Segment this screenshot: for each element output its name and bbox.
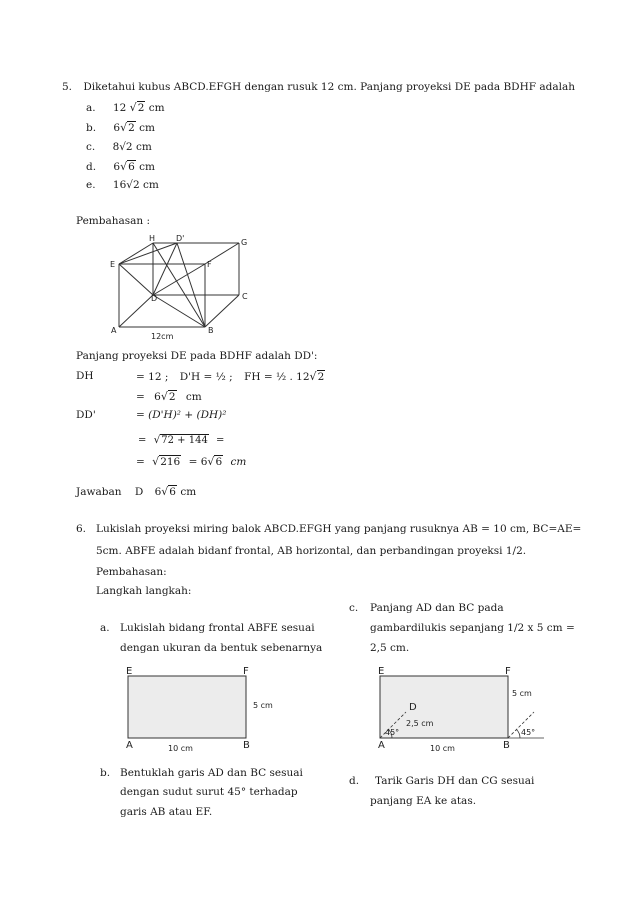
- label-edge: 12cm: [151, 332, 174, 341]
- label-G: G: [241, 238, 248, 247]
- sqrt-expression: √ 216: [152, 455, 181, 468]
- step-a-letter: a.: [100, 622, 110, 634]
- option-coef: 12: [112, 102, 127, 114]
- option-unit: cm: [148, 102, 165, 114]
- coef: 6: [154, 391, 161, 403]
- option-coef: 6: [113, 161, 121, 173]
- frontal-rect: [380, 676, 508, 738]
- q6-number: 6.: [76, 523, 87, 535]
- angle-label-A: 45°: [385, 728, 400, 737]
- label-Dprime: D': [176, 234, 185, 243]
- equals-sign: =: [136, 456, 145, 468]
- diag-label: 2,5 cm: [406, 719, 434, 728]
- sqrt-radicand: 216: [160, 456, 181, 468]
- step-b-letter: b.: [100, 767, 111, 779]
- q5-number: 5.: [62, 81, 73, 93]
- answer-label: Jawaban: [76, 486, 122, 498]
- sqrt-radicand: 2: [317, 371, 325, 383]
- label-D: D: [151, 294, 158, 303]
- label-D: D: [409, 702, 417, 713]
- q6-line-2: 5cm. ABFE adalah bidanf frontal, AB horizontal, dan perbandingan proyeksi 1/2.: [96, 545, 527, 557]
- step-b-line-2: dengan sudut surut 45° terhadap: [120, 786, 298, 798]
- q5-option-e: [86, 179, 159, 191]
- answer-letter: D: [134, 486, 144, 498]
- option-unit: cm: [139, 122, 155, 134]
- line-DE: [119, 264, 153, 295]
- sqrt-radicand: 6: [215, 456, 223, 468]
- sqrt-expression: √ 72 + 144: [153, 434, 208, 446]
- label-A: A: [126, 740, 133, 751]
- sqrt-radicand: 2: [168, 391, 176, 403]
- coef: = 6: [188, 456, 208, 468]
- label-E: E: [378, 666, 385, 677]
- angle-arc-B: [517, 730, 521, 739]
- width-label: 10 cm: [430, 744, 455, 753]
- coef: 6: [154, 486, 162, 498]
- step-c-line-2: gambardilukis sepanjang 1/2 x 5 cm =: [370, 622, 575, 634]
- equals-sign: =: [138, 435, 147, 446]
- sqrt-expression: √ 6: [207, 455, 223, 468]
- label-H: H: [149, 234, 156, 243]
- q5-option-a: [86, 101, 165, 114]
- unit: cm: [185, 391, 202, 403]
- q5-pembahasan-label: Pembahasan :: [76, 215, 151, 227]
- label-E: E: [110, 260, 116, 269]
- equals-sign: =: [216, 435, 225, 446]
- option-letter: a.: [86, 102, 96, 114]
- label-B: B: [208, 326, 214, 335]
- line-DF: [153, 264, 205, 295]
- dph-value: D'H = ½ ;: [179, 371, 233, 383]
- angle-label-B: 45°: [521, 728, 536, 737]
- label-B: B: [503, 740, 510, 751]
- solution-intro: Panjang proyeksi DE pada BDHF adalah DD':: [76, 350, 318, 362]
- line-HB: [153, 243, 205, 327]
- cube-figure: [105, 233, 265, 343]
- line-DB: [153, 295, 205, 327]
- dh-value: = 12 ;: [136, 371, 169, 383]
- q5-option-b: [86, 121, 155, 134]
- option-coef: 6: [113, 122, 121, 134]
- sqrt-expression: √ 2: [309, 370, 325, 383]
- option-letter: e.: [86, 179, 96, 191]
- step-b-line-1: Bentuklah garis AD dan BC sesuai: [120, 767, 303, 779]
- frontal-plane-figure: [120, 664, 290, 759]
- label-E: E: [126, 666, 133, 677]
- q5-option-d: [86, 160, 155, 173]
- label-F: F: [207, 260, 212, 269]
- unit: cm: [230, 456, 247, 468]
- q6-line-1: Lukislah proyeksi miring balok ABCD.EFGH yang panjang rusuknya AB = 10 cm, BC=AE=: [96, 523, 582, 535]
- solution-line-final: [136, 455, 246, 468]
- step-d-line-1: Tarik Garis DH dan CG sesuai: [375, 775, 535, 787]
- q5-text: Diketahui kubus ABCD.EFGH dengan rusuk 12 cm. Panjang proyeksi DE pada BDHF adalah: [83, 81, 575, 93]
- step-a-line-2: dengan ukuran da bentuk sebenarnya: [120, 642, 323, 654]
- edge-AD: [119, 295, 153, 327]
- unit: cm: [180, 486, 197, 498]
- q6-langkah: Langkah langkah:: [96, 585, 192, 597]
- step-a-line-1: Lukislah bidang frontal ABFE sesuai: [120, 622, 315, 634]
- option-letter: d.: [86, 161, 97, 173]
- step-c-line-3: 2,5 cm.: [370, 642, 410, 654]
- frontal-rect: [128, 676, 246, 738]
- sqrt-expression: √ 2: [129, 101, 145, 114]
- q5-answer: [76, 485, 196, 498]
- width-label: 10 cm: [168, 744, 193, 753]
- sqrt-expression: √ 2: [160, 390, 176, 403]
- label-F: F: [505, 666, 511, 677]
- sqrt-expression: √ 6: [120, 160, 135, 173]
- sqrt-expression: √ 6: [161, 485, 176, 498]
- q6-pembahasan: Pembahasan:: [96, 566, 167, 578]
- edge-BC: [205, 295, 239, 327]
- step-b-line-3: garis AB atau EF.: [120, 806, 213, 818]
- sqrt-radicand: 6: [128, 161, 135, 173]
- ddp-label: DD': [76, 409, 96, 421]
- step-c-line-1: Panjang AD dan BC pada: [370, 602, 504, 614]
- receding-lines-figure: [372, 664, 547, 759]
- label-C: C: [242, 292, 248, 301]
- sqrt-radicand: 6: [169, 486, 176, 498]
- step-d-line-2: panjang EA ke atas.: [370, 795, 477, 807]
- sqrt-expression: √ 2: [120, 121, 135, 134]
- step-d-letter: d.: [349, 775, 360, 787]
- line-DprimeB: [177, 243, 205, 327]
- option-letter: b.: [86, 122, 97, 134]
- height-label: 5 cm: [512, 689, 532, 698]
- label-B: B: [243, 740, 250, 751]
- label-F: F: [243, 666, 249, 677]
- dh-label: DH: [76, 370, 94, 382]
- height-label: 5 cm: [253, 701, 273, 710]
- q5-question: [62, 81, 575, 93]
- option-text: 8√2 cm: [112, 141, 152, 153]
- equals-sign: =: [136, 391, 145, 403]
- option-letter: c.: [86, 141, 96, 153]
- fh-prefix: FH = ½ . 12: [244, 371, 310, 383]
- q5-option-c: [86, 141, 152, 153]
- solution-line-2: [136, 390, 202, 403]
- option-text: 16√2 cm: [112, 179, 159, 191]
- solution-line-root: [138, 434, 224, 447]
- sqrt-radicand: 2: [128, 122, 135, 134]
- solution-line-1: [136, 370, 325, 383]
- sqrt-radicand: 72 + 144: [161, 435, 208, 446]
- step-c-letter: c.: [349, 602, 359, 614]
- label-A: A: [111, 326, 117, 335]
- label-A: A: [378, 740, 385, 751]
- sqrt-radicand: 2: [137, 102, 145, 114]
- ddp-formula: = (D'H)² + (DH)²: [136, 409, 227, 421]
- option-unit: cm: [139, 161, 155, 173]
